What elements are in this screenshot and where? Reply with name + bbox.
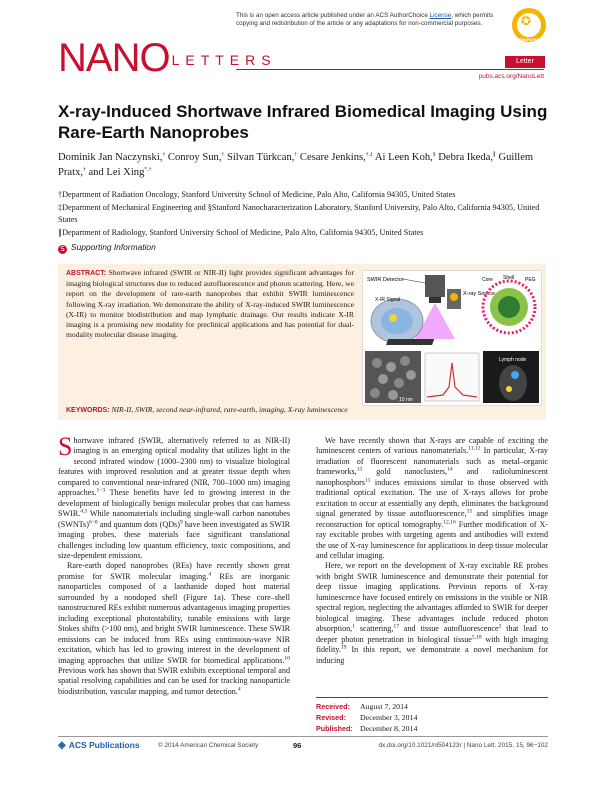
- affiliation: ‡Department of Mechanical Engineering and §Stanford Nanocharacterization Laboratory, Stanford University, Palo Alto, California 94305, United States: [58, 203, 540, 224]
- keywords-label: KEYWORDS:: [66, 407, 110, 414]
- abstract: [66, 268, 354, 340]
- core-label: Core: [482, 277, 493, 283]
- supporting-info-label: Supporting Information: [71, 242, 156, 252]
- history-row: Published: December 8, 2014: [316, 724, 418, 733]
- publication-history: [316, 697, 548, 734]
- xir-label: X-IR Signal: [375, 297, 401, 303]
- oa-notice-text-end: , which permits copying and redistribution of the article or any adaptations for non-commercial purposes.: [236, 12, 494, 27]
- doi-citation[interactable]: dx.doi.org/10.1021/nl504123r | Nano Lett. 2015, 15, 96−102: [378, 742, 548, 749]
- swir-detector-shape: [425, 275, 445, 297]
- paragraph: Here, we report on the development of X-ray excitable RE probes with bright SWIR luminescence and demonstrate their potential for deep tissue imaging applications. Previous reports of X-ray luminescence have focused entirely on emissions in the visible or NIR spectral region, neglecting the advantages afforded to SWIR for deeper biological imaging. These advantages include reduced photon absorption,$^1$ scattering,$^{17}$ and tissue autofluorescence$^2$ that lead to deeper photon penetration in biological tissue$^{5,18}$ with high imaging fidelity.$^{19}$ In this report, we demonstrate a novel mechanism for inducing: [316, 561, 549, 665]
- history-row: Received: August 7, 2014: [316, 702, 408, 711]
- shell-label: Shell: [503, 275, 515, 281]
- open-access-notice: [236, 12, 508, 28]
- detector-label: SWIR Detector: [367, 277, 404, 283]
- acs-logo-icon: ◈: [58, 740, 66, 751]
- journal-logo-letters: LETTERS: [171, 52, 277, 68]
- body-column-left: [58, 432, 291, 697]
- affiliation: †Department of Radiation Oncology, Stanford University School of Medicine, Palo Alto, California 94305, United States: [58, 190, 456, 199]
- author[interactable]: Dominik Jan Naczynski,†: [58, 151, 166, 163]
- lymph-node-label: Lymph node: [499, 357, 527, 363]
- paragraph: Rare-earth doped nanoprobes (REs) have recently shown great promise for SWIR molecular imaging.$^4$ REs are inorganic nanoparticles composed of a lanthanide doped host material surrounded by a nondoped shell (Figure 1a). These core–shell nanostructured REs exhibit numerous advantageous imaging properties including exceptional photostability, tunable emissions with large Stokes shifts (>100 nm), and bright SWIR luminescence. These SWIR emissions can be induced from REs using continuous-wave NIR excitation, which has led to growing interest in the development of imaging approaches that utilize SWIR for biomedical applications.$^{10}$ Previous work has shown that SWIR exhibits exceptional temporal and spatial resolving capabilities and can be used for tracking nanoparticle biodistribution, vascular mapping, and tumor detection.$^4$: [58, 561, 290, 696]
- open-lock-icon: ✪: [521, 14, 532, 28]
- xray-source-label: X-ray Source: [463, 291, 496, 297]
- scale-bar-label: 10 nm: [399, 397, 413, 403]
- license-link[interactable]: License: [429, 12, 452, 19]
- drop-cap: S: [58, 432, 73, 461]
- acs-publications-logo[interactable]: ◈ ACS Publications: [58, 740, 140, 751]
- toc-graphic-svg: [363, 271, 541, 405]
- journal-url-link[interactable]: pubs.acs.org/NanoLett: [478, 73, 544, 80]
- journal-logo-nano: NANO: [58, 36, 170, 80]
- badge-label: ACS AUTHORCHOICE: [514, 34, 544, 42]
- supporting-info-link[interactable]: [58, 242, 156, 254]
- paragraph: Shortwave infrared (SWIR, alternatively referred to as NIR-II) imaging is an emerging optical modality that utilizes light in the second infrared window (1000–2300 nm) to visualize biological features with improved resolution and at greater tissue depth when compared to conventional near-infrared (NIR, 700–1000 nm) imaging approaches.$^{1-3}$ These benefits have led to growing interest in the development of biologically benign molecular probes that can harness SWIR.$^{4,5}$ While nanomaterials including single-wall carbon nanotubes (SWNTs)$^{6-8}$ and quantum dots (QDs)$^9$ have been investigated as SWIR imaging probes, these materials face significant translational challenges including low quantum efficiency, toxic compositions, and size-dependent emissions.: [58, 432, 291, 560]
- page-number: 96: [293, 741, 302, 750]
- toc-graphic[interactable]: [362, 270, 542, 406]
- author[interactable]: Guillem Pratx,†: [58, 152, 534, 178]
- oa-notice-text: This is an open access article published under an ACS AuthorChoice: [236, 12, 430, 19]
- author[interactable]: Conroy Sun,†: [167, 151, 225, 163]
- article-type-tag: Letter: [505, 56, 545, 68]
- peg-label: PEG: [525, 277, 536, 283]
- affiliation: ∥Department of Radiology, Stanford University School of Medicine, Palo Alto, California 94305, United States: [58, 228, 424, 238]
- article-title: X-ray-Induced Shortwave Infrared Biomedical Imaging Using Rare-Earth Nanoprobes: [58, 102, 548, 142]
- paragraph: We have recently shown that X-rays are capable of exciting the luminescent centers of various nanomaterials.$^{11,12}$ In particular, X-ray irradiation of fluorescent nanomaterials such as metal–organic frameworks,$^{13}$ gold nanoclusters,$^{14}$ and radioluminescent nanophosphors$^{11}$ induces emissions similar to those observed with traditional optical excitation. The use of X-rays allows for probe excitation to occur at essentially any depth, eliminates the background signal generated by tissue autofluorescence,$^{15}$ and simplifies image reconstruction for optical tomography.$^{12,16}$ Further modification of X-ray excitable probes with targeting agents and antibodies will extend the use of X-ray luminescence for applications in deep tissue molecular and cellular imaging.: [316, 436, 548, 560]
- author[interactable]: Debra Ikeda,∥: [438, 151, 496, 163]
- author-list: [58, 150, 548, 180]
- copyright: © 2014 American Chemical Society: [158, 742, 259, 749]
- core-layer: [498, 296, 520, 318]
- acs-authorchoice-badge[interactable]: [512, 8, 546, 42]
- history-row: Revised: December 3, 2014: [316, 713, 418, 722]
- supporting-info-icon: S: [58, 245, 67, 254]
- affiliations: [58, 189, 546, 241]
- author[interactable]: Ai Leen Koh,§: [374, 151, 436, 163]
- keywords-list: NIR-II, SWIR, second near-infrared, rare-earth, imaging, X-ray luminescence: [109, 405, 348, 414]
- author[interactable]: Silvan Türkcan,†: [226, 151, 298, 163]
- author[interactable]: and Lei Xing*,†: [88, 166, 152, 178]
- spectrum-plot: [425, 353, 479, 401]
- abstract-body: Shortwave infrared (SWIR or NIR-II) light provides significant advantages for imaging biological structures due to reduced autofluorescence and photon scattering. Here, we report on the development of rare-earth nanoprobes that exhibit SWIR luminescence following X-ray irradiation. We demonstrate the ability of X-ray-induced SWIR luminescence (X-IR) to monitor biodistribution and map lymphatic drainage. Our results indicate X-IR imaging is a promising new modality for preclinical applications and has potential for dual-modality molecular disease imaging.: [66, 268, 354, 340]
- header-rule: [236, 69, 544, 70]
- footer-rule: [58, 736, 548, 737]
- abstract-label: ABSTRACT:: [66, 270, 107, 277]
- body-column-right: [316, 436, 548, 666]
- keywords: [66, 405, 536, 414]
- journal-logo: [58, 38, 277, 78]
- author[interactable]: Cesare Jenkins,†,‡: [299, 151, 373, 163]
